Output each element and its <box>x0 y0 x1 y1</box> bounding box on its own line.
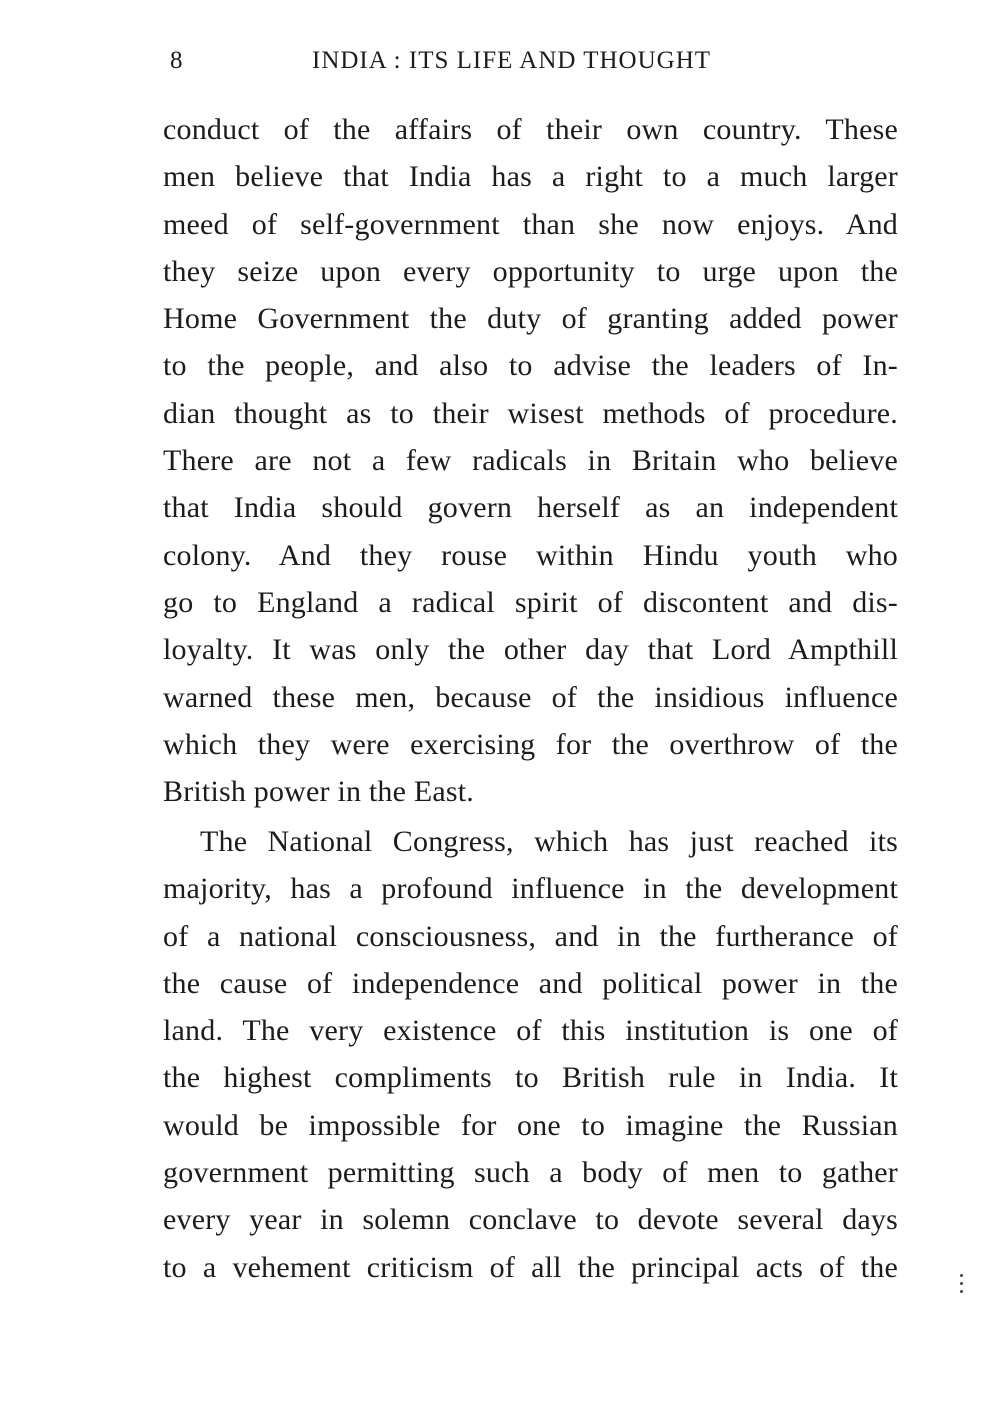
text-line: the highest compliments to British rule in India. It <box>163 1061 898 1095</box>
text-line: land. The very existence of this institution is one of <box>163 1014 898 1048</box>
paragraph-1 <box>163 106 898 815</box>
text-line: would be impossible for one to imagine the Russian <box>163 1108 898 1142</box>
text-line: majority, has a profound influence in the development <box>163 872 898 906</box>
text-line: the cause of independence and political power in the <box>163 966 898 1000</box>
text-line: meed of self-government than she now enjoys. And <box>163 207 898 241</box>
text-line: men believe that India has a right to a much larger <box>163 160 898 194</box>
text-line: The National Congress, which has just reached its <box>200 825 898 858</box>
text-line: to a vehement criticism of all the principal acts of the <box>163 1250 898 1284</box>
scan-speck-mark <box>958 1272 966 1294</box>
text-line: they seize upon every opportunity to urge upon the <box>163 254 898 288</box>
running-title: INDIA : ITS LIFE AND THOUGHT <box>312 47 712 74</box>
text-line: colony. And they rouse within Hindu youth who <box>163 538 898 572</box>
text-line: that India should govern herself as an independent <box>163 491 898 525</box>
text-line: to the people, and also to advise the leaders of In- <box>163 349 898 383</box>
text-line: British power in the East. <box>163 775 474 809</box>
text-line: warned these men, because of the insidious influence <box>163 680 898 714</box>
text-line: dian thought as to their wisest methods of procedure. <box>163 396 898 430</box>
paragraph-2 <box>163 818 898 1291</box>
text-line: go to England a radical spirit of discontent and dis- <box>163 585 898 619</box>
text-line: of a national consciousness, and in the furtherance of <box>163 919 898 953</box>
text-line: which they were exercising for the overthrow of the <box>163 727 898 761</box>
page-number: 8 <box>170 47 183 74</box>
text-line: Home Government the duty of granting added power <box>163 302 898 336</box>
text-line: There are not a few radicals in Britain who believe <box>163 444 898 478</box>
text-line: every year in solemn conclave to devote several days <box>163 1203 898 1237</box>
text-line: government permitting such a body of men to gather <box>163 1156 898 1190</box>
text-line: loyalty. It was only the other day that Lord Ampthill <box>163 633 898 667</box>
text-line: conduct of the affairs of their own country. These <box>163 113 898 146</box>
